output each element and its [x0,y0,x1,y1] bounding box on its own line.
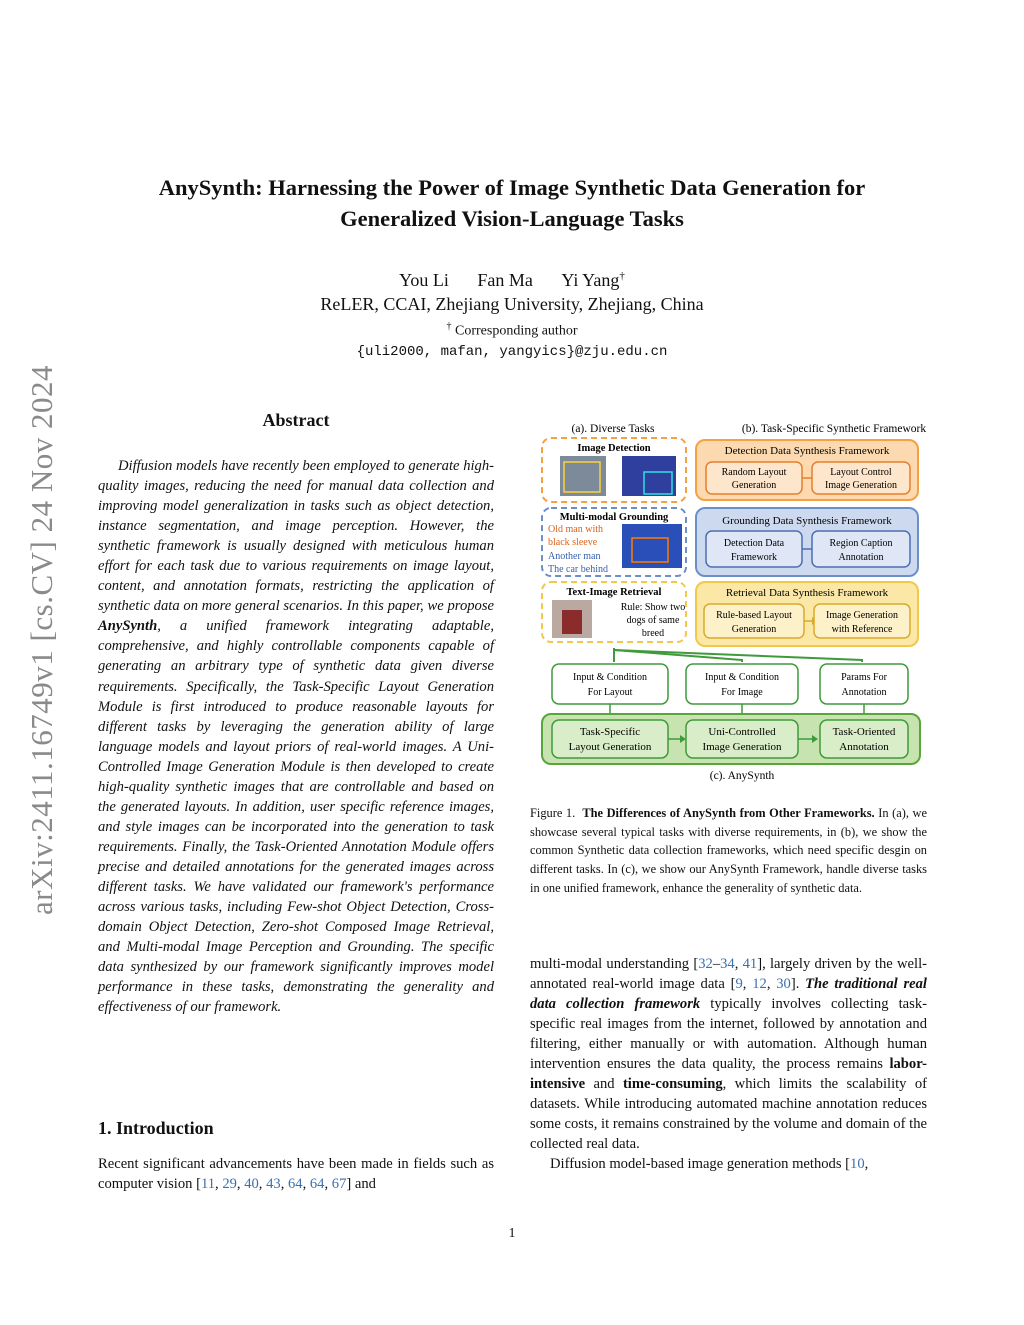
svg-text:Rule: Show two: Rule: Show two [620,602,686,613]
citation-link[interactable]: 64 [309,1176,325,1193]
animal-image [622,456,676,496]
svg-text:Image Generation: Image Generation [702,741,782,753]
author-3: Yi Yang† [561,270,625,290]
grounding-task-panel [542,508,686,576]
citation-link[interactable]: 43 [266,1176,281,1193]
citation-link[interactable]: 12 [752,976,767,993]
svg-text:Region Caption: Region Caption [829,538,893,549]
label-c: (c). AnySynth [709,770,775,782]
svg-text:Generation: Generation [731,624,777,635]
svg-text:Layout Generation: Layout Generation [568,741,652,753]
svg-text:Annotation: Annotation [841,687,887,698]
anysynth-modules [542,714,920,764]
author-list [100,270,924,291]
author-2: Fan Ma [477,270,533,290]
citation-link[interactable]: 40 [244,1176,259,1193]
svg-text:The car behind: The car behind [548,564,608,575]
citation-link[interactable]: 32 [698,956,713,972]
label-b: (b). Task-Specific Synthetic Framework [741,423,927,435]
svg-text:Generation: Generation [731,480,777,491]
figure-1-caption: Figure 1. The Differences of AnySynth from Other Frameworks. In (a), we showcase several typical tasks with diverse requirements, in (b), we show the common Synthetic data collection frameworks, which need specific desgin on different tasks. In (c), we show our AnySynth Framework, handle diverse tasks in one unified framework, enhance the generality of synthetic data. [530,806,927,895]
svg-text:Params For: Params For [841,672,887,683]
svg-text:Image Detection: Image Detection [577,443,651,454]
figure-1-diagram [538,416,928,786]
svg-text:breed: breed [641,628,665,639]
svg-text:Another man: Another man [548,551,601,562]
citation-link[interactable]: 10 [850,1156,865,1173]
svg-text:Retrieval Data Synthesis Frame: Retrieval Data Synthesis Framework [725,587,889,599]
detection-task-panel [542,438,686,502]
svg-text:Text-Image Retrieval: Text-Image Retrieval [566,587,662,598]
arxiv-sidebar-stamp [22,340,62,940]
grounding-framework [696,508,918,576]
svg-text:Task-Oriented: Task-Oriented [832,726,896,738]
svg-text:Random Layout: Random Layout [721,467,787,478]
citation-link[interactable]: 41 [742,956,758,972]
retrieval-framework [696,582,918,646]
author-emails: {uli2000, mafan, yangyics}@zju.edu.cn [356,344,668,360]
svg-text:with Reference: with Reference [831,624,893,635]
svg-text:Old man with: Old man with [548,524,603,535]
citation-link[interactable]: 9 [735,976,743,993]
title-line-2: Generalized Vision-Language Tasks [340,206,684,231]
svg-text:Image Generation: Image Generation [825,480,897,491]
affiliation: ReLER, CCAI, Zhejiang University, Zhejiang, China [320,294,704,314]
svg-text:For Layout: For Layout [587,687,633,698]
detection-framework [696,440,918,500]
author-1: You Li [399,270,449,290]
svg-text:Uni-Controlled: Uni-Controlled [708,726,776,738]
title-line-1: AnySynth: Harnessing the Power of Image Synthetic Data Generation for [158,175,866,200]
svg-text:Input & Condition: Input & Condition [573,672,647,683]
citation-link[interactable]: 34 [720,956,735,972]
input-row [552,664,908,704]
svg-text:Annotation: Annotation [838,552,884,563]
emphasis: The traditional real data collection framework [530,976,927,1013]
abstract-body: Diffusion models have recently been employed to generate high-quality images, reducing the need for manual data collection and improving model generalization in tasks such as object detection, instance segmentation, and image perception. However, the synthetic framework is usually designed with meticulous human effort for each task due to various requirements on image layout, content, and annotation formats, restricting the application of synthetic data on more general scenarios. In this paper, we propose AnySynth, a unified framework integrating adaptable, comprehensive, and highly controllable components capable of generating an arbitrary type of synthetic data given diverse requirements. Specifically, the Task-Specific Layout Generation Module is first introduced to produce reasonable layouts for different tasks by leveraging the generation ability of large language models and layout priors of real-world images. A Uni-Controlled Image Generation Module is then developed to create high-quality synthetic images that are controllable and based on the generated layouts. In addition, user specific reference images, and style images can be incorporated into the generation to task requirements. Finally, the Task-Oriented Annotation Module offers precise and detailed annotations for the generated images across different tasks. We have validated our framework's performance across various tasks, including Few-shot Object Detection, Cross-domain Object Detection, Zero-shot Composed Image Retrieval, and Multi-modal Image Perception and Grounding. The specific data synthesized by our framework significantly improves model performance in these tasks, demonstrating the generality and effectiveness of our framework. [98,458,494,1016]
citation-link[interactable]: 29 [222,1176,237,1193]
abstract-heading: Abstract [262,410,330,430]
citation-link[interactable]: 67 [331,1176,347,1193]
arxiv-id: arXiv:2411.16749v1 [cs.CV] 24 Nov 2024 [24,365,59,915]
svg-text:For Image: For Image [721,687,763,698]
svg-text:Input & Condition: Input & Condition [705,672,779,683]
svg-text:Image Generation: Image Generation [826,610,898,621]
citation-link[interactable]: 11 [200,1176,216,1193]
svg-text:black sleeve: black sleeve [548,537,598,548]
svg-text:Annotation: Annotation [839,741,889,753]
svg-text:Framework: Framework [730,552,778,563]
svg-text:dogs of same: dogs of same [626,615,680,626]
citation-link[interactable]: 64 [287,1176,303,1193]
retrieval-task-panel [542,582,686,642]
label-a: (a). Diverse Tasks [571,423,655,435]
introduction-heading: 1. Introduction [98,1118,214,1138]
svg-text:Task-Specific: Task-Specific [579,726,641,738]
right-column-text: multi-modal understanding [32–34, 41], largely driven by the well-annotated real-world image data [9, 12, 30]. The traditional real data collection framework typically involves collecting task-specific real images from the internet, followed by annotation and filtering, either manually or with automation. Although human intervention ensures the data quality, the process remains labor-intensive and time-consuming, which limits the scalability of datasets. While introducing automated machine annotation reduces some costs, it remains constrained by the volume and domain of the collected real data. Diffusion model-based image generation methods [10, [530,956,927,1173]
corresponding-note: † Corresponding author [446,321,578,339]
dagger-mark: † [619,270,625,282]
svg-text:Layout Control: Layout Control [830,467,892,478]
svg-text:Multi-modal Grounding: Multi-modal Grounding [559,512,669,523]
citation-link[interactable]: 30 [776,976,791,993]
page-number: 1 [508,1226,516,1241]
introduction-text: Recent significant advancements have been made in fields such as computer vision [11, 29, 40, 43, 64, 64, 67] and [98,1156,494,1193]
svg-text:Rule-based Layout: Rule-based Layout [716,610,792,621]
anysynth-name: AnySynth [98,618,158,635]
svg-text:Detection Data: Detection Data [723,538,785,549]
svg-text:Grounding Data Synthesis Frame: Grounding Data Synthesis Framework [722,515,892,527]
svg-text:Detection Data Synthesis Frame: Detection Data Synthesis Framework [724,445,890,457]
paper-title [100,172,924,234]
